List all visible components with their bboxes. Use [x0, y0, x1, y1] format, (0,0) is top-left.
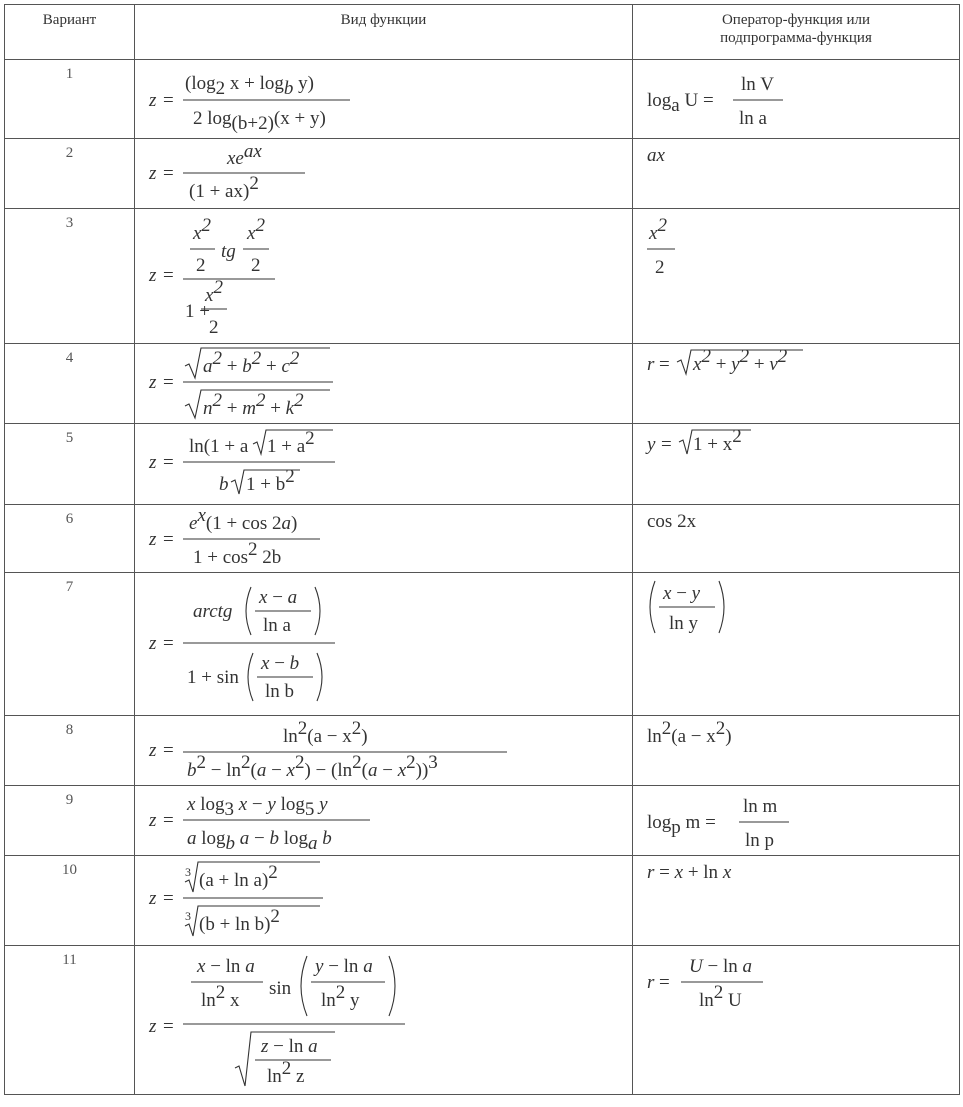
variant-number: 3 — [5, 209, 135, 344]
svg-text:ln2 z: ln2 z — [267, 1058, 305, 1087]
table-row — [5, 344, 960, 424]
formula-7 — [135, 573, 633, 715]
svg-text:ln2(a − x2): ln2(a − x2) — [283, 718, 368, 747]
svg-text:ln V: ln V — [741, 74, 774, 95]
svg-text:1 + cos2 2b: 1 + cos2 2b — [193, 539, 282, 568]
operator-formula — [633, 786, 960, 856]
svg-text:logp m =: logp m = — [647, 812, 716, 838]
svg-text:a logb a − b loga b: a logb a − b loga b — [187, 828, 332, 854]
svg-text:z: z — [149, 265, 157, 286]
operator-2 — [633, 139, 960, 208]
variants-table — [4, 4, 960, 1095]
variant-number: 7 — [5, 573, 135, 716]
operator-formula — [633, 856, 960, 946]
operator-3 — [633, 209, 960, 343]
svg-text:y: y — [647, 434, 656, 455]
table-row — [5, 139, 960, 209]
svg-text:ln a: ln a — [263, 615, 291, 636]
svg-text:ln m: ln m — [743, 796, 778, 817]
svg-text:=: = — [163, 90, 174, 111]
svg-text:tg: tg — [221, 241, 236, 262]
svg-text:=: = — [163, 372, 174, 393]
svg-text:2: 2 — [209, 317, 219, 338]
operator-text: ax — [647, 145, 665, 166]
header-function-form: Вид функции — [135, 5, 633, 60]
formula-9 — [135, 786, 633, 855]
operator-formula — [633, 139, 960, 209]
svg-text:a2 + b2 + c2: a2 + b2 + c2 — [203, 348, 300, 377]
svg-text:cos 2x: cos 2x — [647, 511, 697, 532]
svg-text:ln2(a − x2): ln2(a − x2) — [647, 718, 732, 747]
operator-6 — [633, 505, 960, 572]
header-operator-line2: подпрограмма-функция — [720, 30, 872, 46]
svg-text:y − ln a: y − ln a — [315, 956, 373, 977]
operator-4 — [633, 344, 960, 423]
formula-1 — [135, 60, 633, 138]
svg-text:z: z — [149, 529, 157, 550]
table-row — [5, 209, 960, 344]
operator-formula — [633, 60, 960, 139]
svg-text:ln a: ln a — [739, 108, 767, 129]
svg-text:z: z — [149, 372, 157, 393]
function-formula — [135, 60, 633, 139]
header-row — [5, 5, 960, 60]
svg-text:2: 2 — [251, 255, 261, 276]
svg-text:ln(1 + a: ln(1 + a — [189, 436, 249, 457]
operator-10 — [633, 856, 960, 945]
operator-formula — [633, 946, 960, 1095]
svg-text:r: r — [647, 354, 655, 375]
table-row — [5, 856, 960, 946]
svg-text:U − ln a: U − ln a — [689, 956, 752, 977]
svg-text:x − ln a: x − ln a — [197, 956, 255, 977]
svg-text:2 log(b+2)(x + y): 2 log(b+2)(x + y) — [193, 108, 326, 134]
svg-text:x − a: x − a — [259, 587, 298, 608]
formula-8 — [135, 716, 633, 785]
svg-text:loga U =: loga U = — [647, 90, 714, 116]
svg-text:ln y: ln y — [669, 613, 699, 634]
header-variant: Вариант — [5, 5, 135, 60]
svg-text:ex(1 + cos 2a): ex(1 + cos 2a) — [189, 505, 298, 534]
function-formula — [135, 505, 633, 573]
svg-text:ln b: ln b — [265, 681, 295, 702]
svg-text:=: = — [163, 633, 174, 654]
svg-text:z: z — [149, 633, 157, 654]
function-formula — [135, 209, 633, 344]
operator-7 — [633, 573, 960, 715]
svg-text:z: z — [149, 1016, 157, 1037]
variant-number: 11 — [5, 946, 135, 1095]
formula-11 — [135, 946, 633, 1094]
svg-text:=: = — [163, 740, 174, 761]
svg-text:1 +: 1 + — [185, 301, 210, 322]
svg-text:b: b — [219, 474, 229, 495]
operator-5 — [633, 424, 960, 504]
svg-text:x − b: x − b — [261, 653, 300, 674]
operator-formula — [633, 424, 960, 505]
svg-text:(1 + ax)2: (1 + ax)2 — [189, 173, 259, 202]
operator-8 — [633, 716, 960, 785]
svg-text:1 + a2: 1 + a2 — [267, 428, 315, 457]
svg-text:=: = — [163, 810, 174, 831]
operator-formula — [633, 716, 960, 786]
svg-text:x2 + y2 + v2: x2 + y2 + v2 — [693, 346, 788, 375]
svg-text:x2: x2 — [247, 215, 265, 244]
svg-text:=: = — [661, 434, 672, 455]
svg-text:=: = — [163, 163, 174, 184]
svg-text:x − y: x − y — [663, 583, 701, 604]
table-row — [5, 786, 960, 856]
function-formula — [135, 786, 633, 856]
svg-text:1 + b2: 1 + b2 — [246, 466, 295, 495]
svg-text:z: z — [149, 810, 157, 831]
svg-text:=: = — [163, 1016, 174, 1037]
operator-1 — [633, 60, 960, 138]
table-row — [5, 716, 960, 786]
svg-text:2: 2 — [196, 255, 206, 276]
svg-text:arctg: arctg — [193, 601, 233, 622]
variant-number: 5 — [5, 424, 135, 505]
formula-6 — [135, 505, 633, 572]
svg-text:ln2 U: ln2 U — [699, 982, 742, 1011]
svg-text:=: = — [163, 529, 174, 550]
header-operator-line1: Оператор-функция или — [721, 12, 871, 28]
svg-text:ln2 x: ln2 x — [201, 982, 240, 1011]
formula-2 — [135, 139, 633, 208]
variant-number: 1 — [5, 60, 135, 139]
function-formula — [135, 573, 633, 716]
svg-text:x2: x2 — [649, 215, 667, 244]
svg-text:1 + x2: 1 + x2 — [693, 426, 742, 455]
svg-text:(a + ln a)2: (a + ln a)2 — [199, 862, 278, 891]
svg-text:=: = — [163, 265, 174, 286]
svg-text:2: 2 — [655, 257, 665, 278]
svg-text:3: 3 — [185, 865, 191, 879]
svg-text:x2: x2 — [205, 277, 223, 306]
variant-number: 8 — [5, 716, 135, 786]
operator-formula — [633, 505, 960, 573]
variant-number: 4 — [5, 344, 135, 424]
svg-text:z: z — [149, 740, 157, 761]
operator-11 — [633, 946, 960, 1094]
function-formula — [135, 716, 633, 786]
table-row — [5, 573, 960, 716]
svg-text:(log2 x + logb y): (log2 x + logb y) — [185, 73, 314, 99]
svg-text:1 + sin: 1 + sin — [187, 667, 239, 688]
table-row — [5, 424, 960, 505]
table-row — [5, 946, 960, 1095]
svg-text:sin: sin — [269, 978, 292, 999]
svg-text:b2 − ln2(a − x2) − (ln2(a − x2: b2 − ln2(a − x2) − (ln2(a − x2))3 — [187, 752, 438, 781]
svg-text:3: 3 — [185, 909, 191, 923]
function-formula — [135, 946, 633, 1095]
svg-text:xeax: xeax — [227, 141, 262, 169]
operator-formula — [633, 573, 960, 716]
formula-4 — [135, 344, 633, 423]
function-formula — [135, 344, 633, 424]
svg-text:(b + ln b)2: (b + ln b)2 — [199, 906, 280, 935]
operator-formula — [633, 209, 960, 344]
operator-formula — [633, 344, 960, 424]
variant-number: 6 — [5, 505, 135, 573]
svg-text:=: = — [659, 972, 670, 993]
variant-number: 9 — [5, 786, 135, 856]
svg-text:z − ln a: z − ln a — [261, 1036, 318, 1057]
svg-text:x log3 x − y log5 y: x log3 x − y log5 y — [187, 794, 328, 820]
function-formula — [135, 424, 633, 505]
svg-text:z: z — [149, 90, 157, 111]
svg-text:z: z — [149, 163, 157, 184]
formula-10 — [135, 856, 633, 945]
svg-text:r: r — [647, 972, 655, 993]
function-formula — [135, 139, 633, 209]
formula-5 — [135, 424, 633, 504]
table-row — [5, 505, 960, 573]
svg-text:=: = — [163, 888, 174, 909]
header-operator — [633, 5, 960, 60]
svg-text:x2: x2 — [193, 215, 211, 244]
formula-3 — [135, 209, 633, 343]
variant-number: 10 — [5, 856, 135, 946]
svg-text:n2 + m2 + k2: n2 + m2 + k2 — [203, 390, 304, 419]
svg-text:=: = — [659, 354, 670, 375]
svg-text:z: z — [149, 888, 157, 909]
svg-text:=: = — [163, 452, 174, 473]
table-row — [5, 60, 960, 139]
function-formula — [135, 856, 633, 946]
svg-text:ln p: ln p — [745, 830, 775, 851]
svg-text:r = x + ln x: r = x + ln x — [647, 862, 732, 883]
svg-text:ln2 y: ln2 y — [321, 982, 360, 1011]
operator-9 — [633, 786, 960, 855]
svg-text:z: z — [149, 452, 157, 473]
variant-number: 2 — [5, 139, 135, 209]
